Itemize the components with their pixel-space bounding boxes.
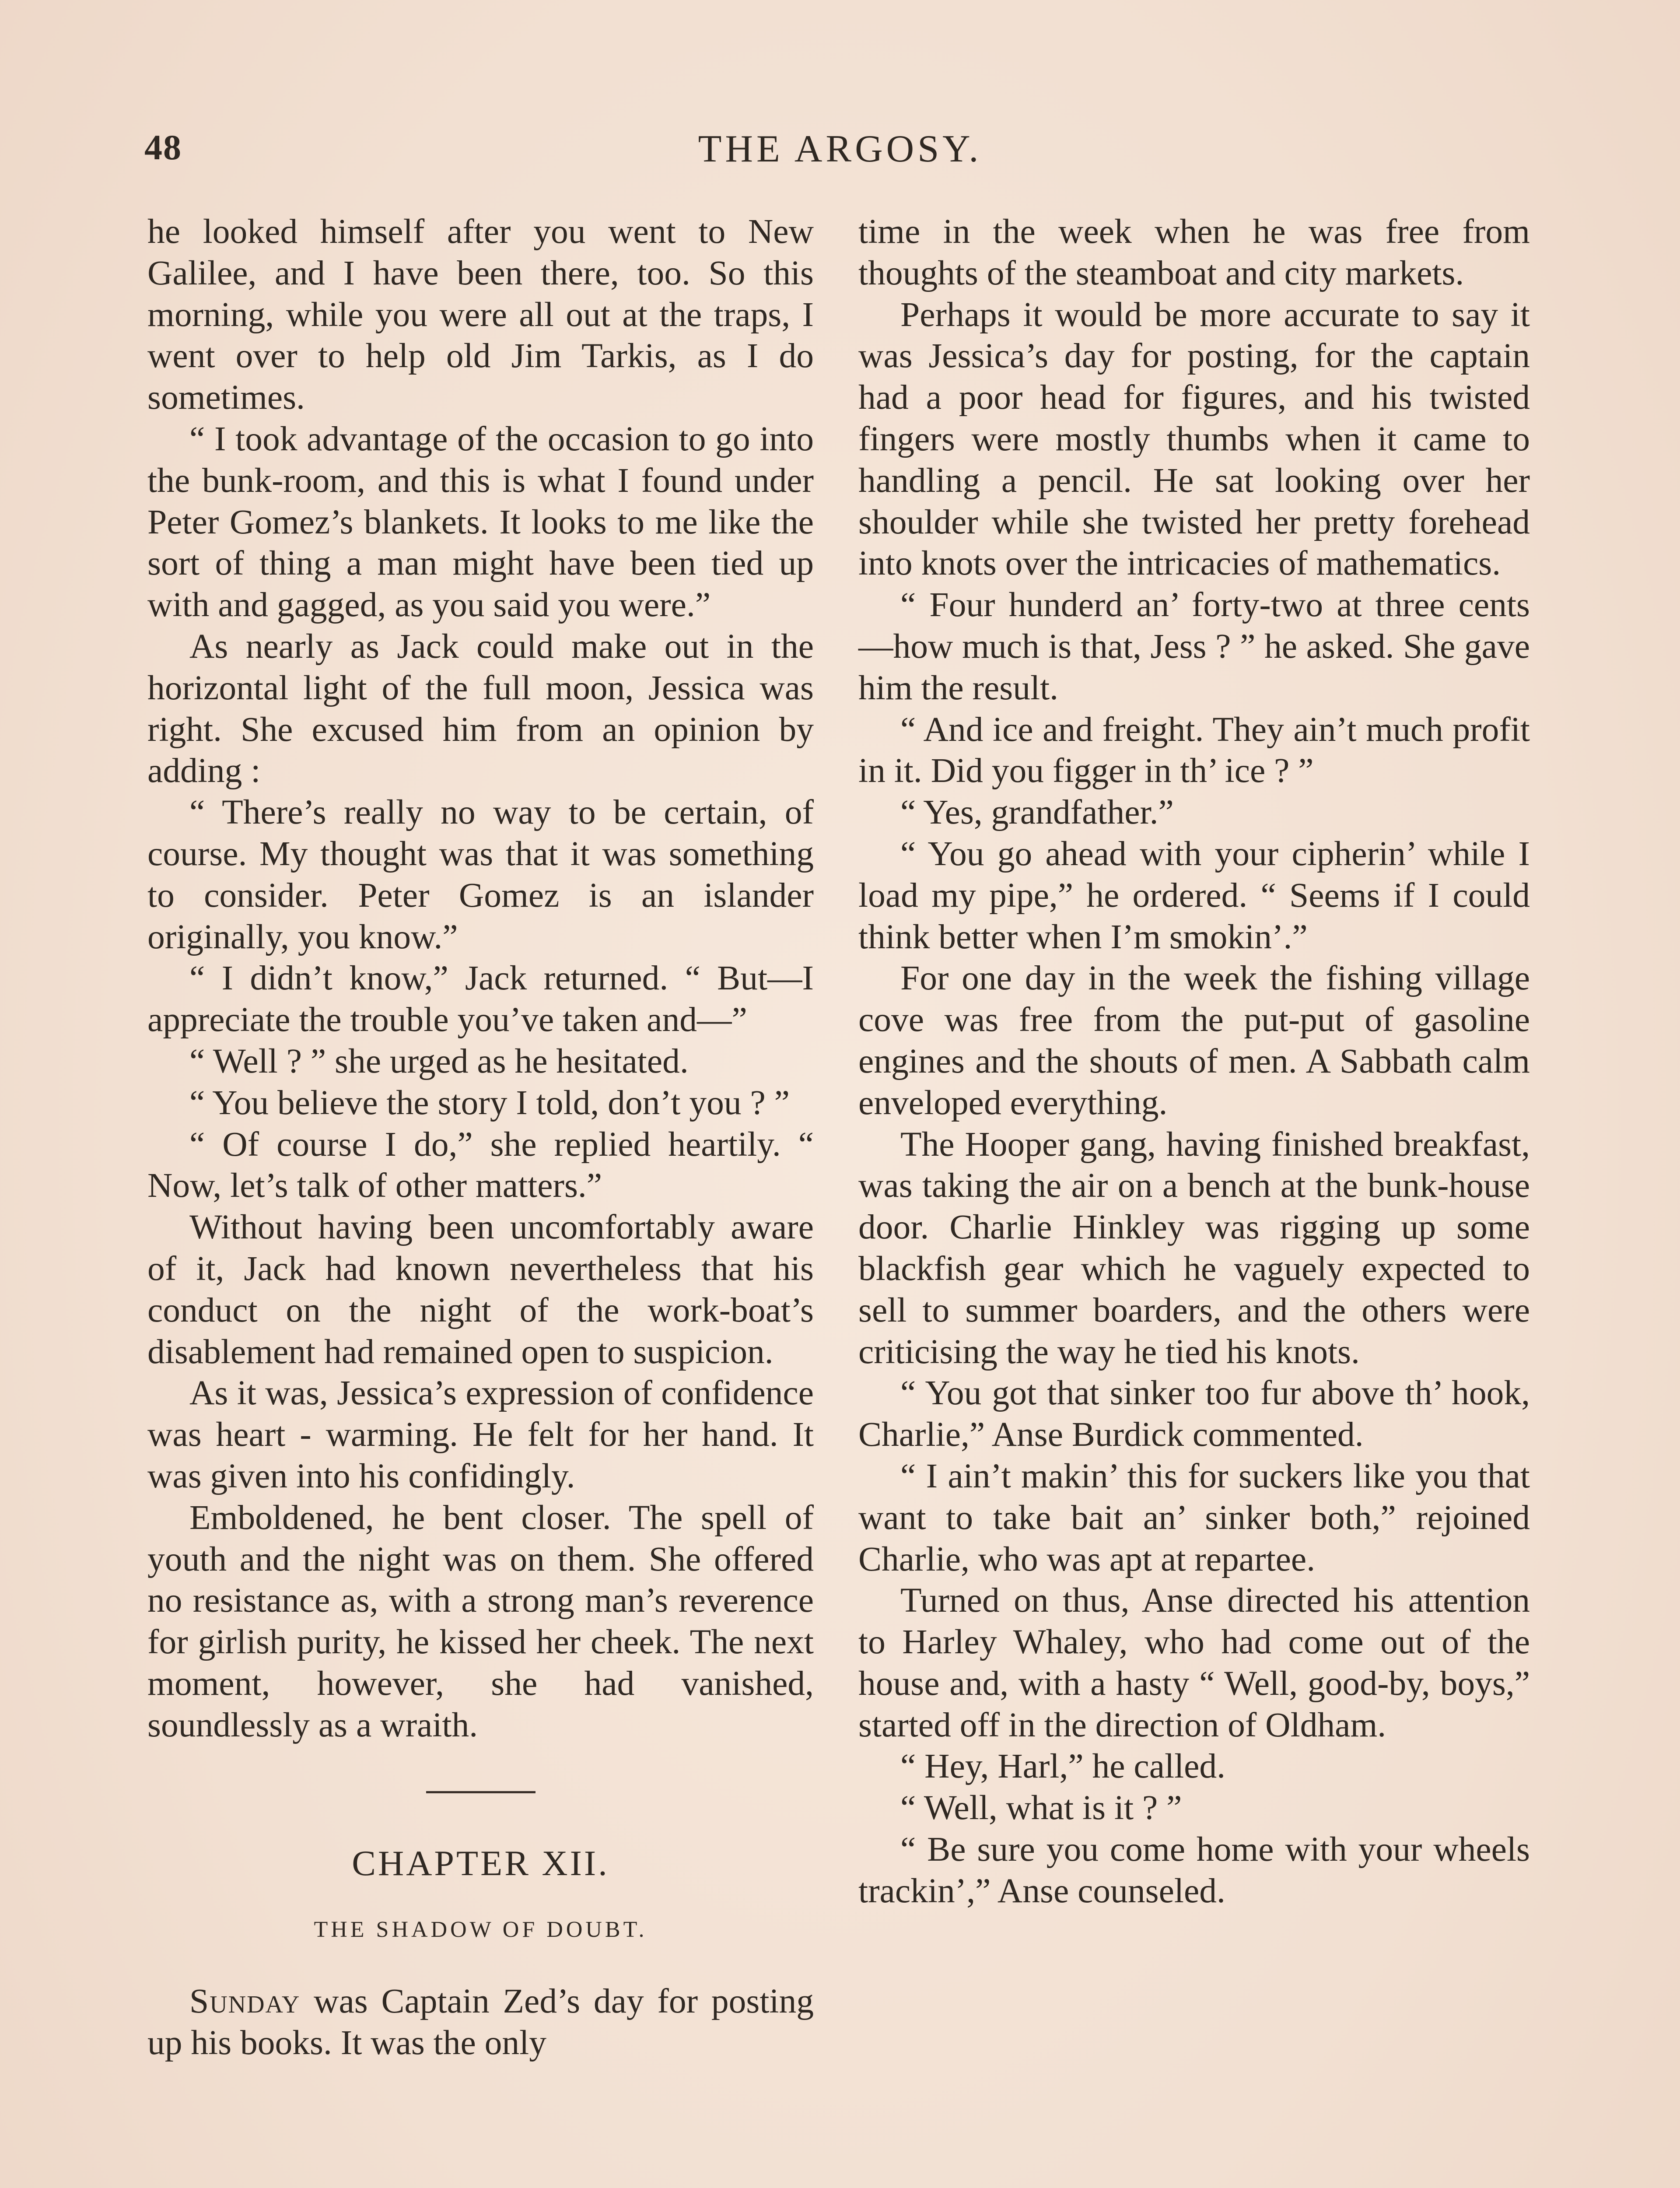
chapter-opening-text: was Captain Zed’s day for posting up his books. It was the only <box>147 1982 814 2062</box>
paragraph: he looked himself after you went to New Galilee, and I have been there, too. So this morning, while you were all out at the traps, I went over to help old Jim Tarkis, as I do sometimes. <box>147 212 814 417</box>
paragraph: “ And ice and freight. They ain’t much profit in it. Did you figger in th’ ice ? ” <box>858 710 1530 790</box>
section-divider <box>426 1791 536 1793</box>
paragraph: “ I took advantage of the occasion to go into the bunk-room, and this is what I found under Peter Gomez’s blankets. It looks to me like the sort of thing a man might have been tied up with and gagged, as you said you were.” <box>147 419 814 624</box>
chapter-subtitle: THE SHADOW OF DOUBT. <box>314 1917 648 1943</box>
paragraph: “ I ain’t makin’ this for suckers like you that want to take bait an’ sinker both,” rejoined Charlie, who was apt at repartee. <box>858 1456 1530 1578</box>
running-head: THE ARGOSY. <box>698 128 982 170</box>
paragraph: “ There’s really no way to be certain, of course. My thought was that it was something to consider. Peter Gomez is an islander originally, you know.” <box>147 793 814 956</box>
chapter-first-word: Sunday <box>189 1982 301 2021</box>
left-column <box>147 211 814 2064</box>
paragraph: Turned on thus, Anse directed his attention to Harley Whaley, who had come out of the house and, with a hasty “ Well, good-by, boys,” started off in the direction of Oldham. <box>858 1581 1530 1744</box>
paragraph: “ You go ahead with your cipherin’ while I load my pipe,” he ordered. “ Seems if I could think better when I’m smokin’.” <box>858 834 1530 956</box>
paragraph: “ You got that sinker too fur above th’ hook, Charlie,” Anse Burdick commented. <box>858 1374 1530 1454</box>
paragraph: As nearly as Jack could make out in the horizontal light of the full moon, Jessica was right. She excused him from an opinion by adding : <box>147 627 814 790</box>
paragraph: Emboldened, he bent closer. The spell of youth and the night was on them. She offered no resistance as, with a strong man’s reverence for girlish purity, he kissed her cheek. The next moment, however, she had vanished, soundlessly as a wraith. <box>147 1498 814 1744</box>
paragraph: “ Well ? ” she urged as he hesitated. <box>189 1041 689 1080</box>
paragraph: “ Four hunderd an’ forty-two at three cents—how much is that, Jess ? ” he asked. She gave him the result. <box>858 586 1530 707</box>
paragraph: Perhaps it would be more accurate to say it was Jessica’s day for posting, for the captain had a poor head for figures, and his twisted fingers were mostly thumbs when it came to handling a pencil. He sat looking over her shoulder while she twisted her pretty forehead into knots over the intricacies of mathematics. <box>858 295 1530 583</box>
page-number: 48 <box>144 127 182 167</box>
paragraph: “ Yes, grandfather.” <box>900 793 1174 832</box>
paragraph: time in the week when he was free from thoughts of the steamboat and city markets. <box>858 212 1530 292</box>
paragraph: As it was, Jessica’s expression of confidence was heart - warming. He felt for her hand. It was given into his confidingly. <box>147 1374 814 1495</box>
right-column <box>858 211 1530 1912</box>
paragraph: “ Well, what is it ? ” <box>900 1788 1182 1827</box>
paragraph: “ Hey, Harl,” he called. <box>900 1747 1226 1786</box>
paragraph: For one day in the week the fishing village cove was free from the put-put of gasoline engines and the shouts of men. A Sabbath calm enveloped everything. <box>858 959 1530 1122</box>
page-header <box>144 127 1536 175</box>
chapter-opening-paragraph <box>147 1981 814 2064</box>
paragraph: “ I didn’t know,” Jack returned. “ But—I appreciate the trouble you’ve taken and—” <box>147 959 814 1039</box>
paragraph: “ Of course I do,” she replied heartily. “ Now, let’s talk of other matters.” <box>147 1125 814 1205</box>
paragraph: “ Be sure you come home with your wheels trackin’,” Anse counseled. <box>858 1830 1530 1910</box>
paragraph: Without having been uncomfortably aware of it, Jack had known nevertheless that his conduct on the night of the work-boat’s disablement had remained open to suspicion. <box>147 1208 814 1371</box>
chapter-title: CHAPTER XII. <box>352 1843 609 1883</box>
paragraph: “ You believe the story I told, don’t you ? ” <box>189 1083 790 1122</box>
paragraph: The Hooper gang, having finished breakfast, was taking the air on a bench at the bunk-house door. Charlie Hinkley was rigging up some blackfish gear which he vaguely expected to sell to summer boarders, and the others were criticising the way he tied his knots. <box>858 1125 1530 1371</box>
